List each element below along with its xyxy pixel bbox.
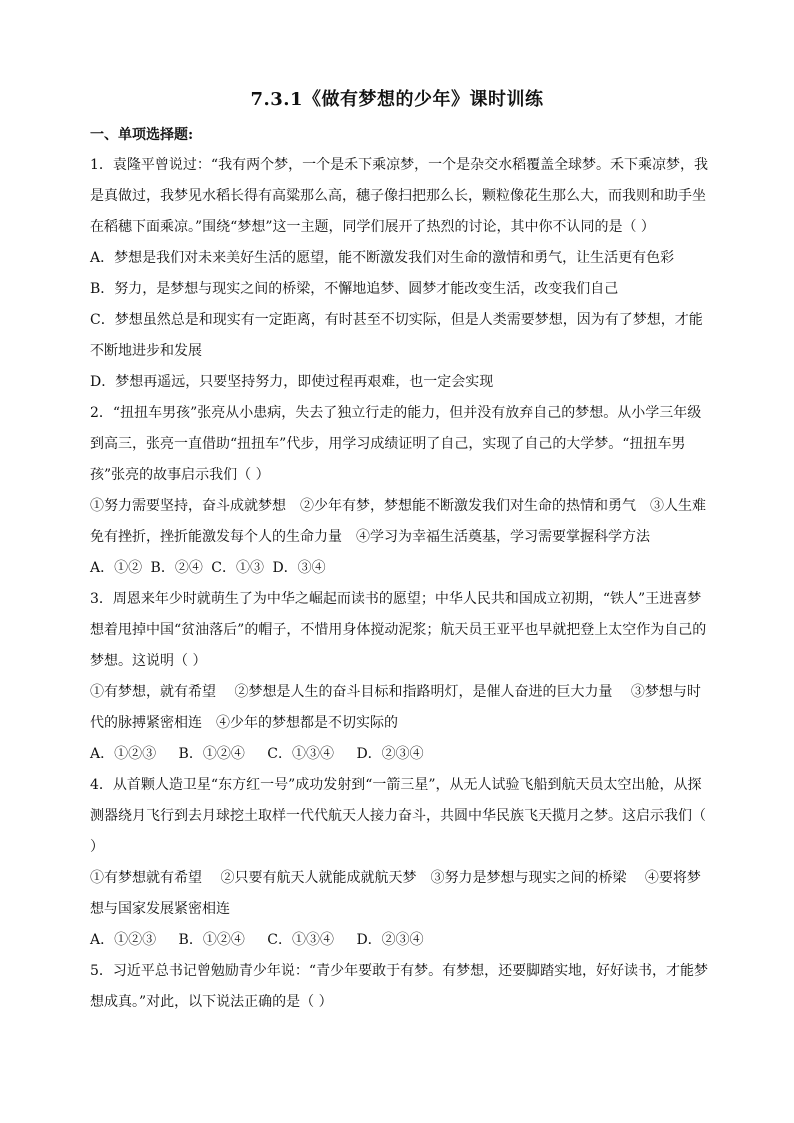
option-d: D．梦想再遥远，只要坚持努力，即使过程再艰难，也一定会实现 (90, 374, 494, 390)
question-stem: 3．周恩来年少时就萌生了为中华之崛起而读书的愿望；中华人民共和国成立初期，“铁人”王进喜梦想着甩掉中国“贫油落后”的帽子，不惜用身体搅动泥浆；航天员王亚平也早就把登上太空作为自己的梦想。这说明（ ） (90, 591, 707, 669)
option-b: B．努力，是梦想与现实之间的桥梁，不懈地追梦、圆梦才能改变生活，改变我们自己 (90, 281, 619, 297)
answer-options: A．①②③ B．①②④ C．①③④ D．②③④ (90, 932, 424, 948)
question-stem: 2．“扭扭车男孩”张亮从小患病，失去了独立行走的能力，但并没有放弃自己的梦想。从小学三年级到高三，张亮一直借助“扭扭车”代步，用学习成绩证明了自己，实现了自己的大学梦。“扭扭车男孩”张亮的故事启示我们（ ） (90, 405, 702, 483)
option-c: C．梦想虽然总是和现实有一定距离，有时甚至不切实际，但是人类需要梦想，因为有了梦想，才能不断地进步和发展 (90, 312, 703, 359)
question-choices: ①努力需要坚持，奋斗成就梦想 ②少年有梦，梦想能不断激发我们对生命的热情和勇气 ③人生难免有挫折，挫折能激发每个人的生命力量 ④学习为幸福生活奠基，学习需要掌握科学方法 (90, 498, 706, 545)
question-stem: 5．习近平总书记曾勉励青少年说：“青少年要敢于有梦。有梦想，还要脚踏实地，好好读书，才能梦想成真。”对此，以下说法正确的是（ ） (90, 963, 709, 1010)
document-title: 7.3.1《做有梦想的少年》课时训练 (250, 89, 544, 110)
section-heading: 一、单项选择题: (90, 127, 194, 143)
answer-options: A．①② B．②④ C．①③ D．③④ (90, 560, 326, 576)
question-stem: 1．袁隆平曾说过：“我有两个梦，一个是禾下乘凉梦，一个是杂交水稻覆盖全球梦。禾下乘凉梦，我是真做过，我梦见水稻长得有高粱那么高，穗子像扫把那么长，颗粒像花生那么大，而我则和助手坐在稻穗下面乘凉。”围绕“梦想”这一主题，同学们展开了热烈的讨论，其中你不认同的是（ ） (90, 157, 709, 235)
question-4 (90, 770, 710, 956)
question-5 (90, 956, 710, 1018)
option-a: A．梦想是我们对未来美好生活的愿望，能不断激发我们对生命的激情和勇气，让生活更有色彩 (90, 250, 675, 266)
question-1 (90, 150, 710, 398)
question-2 (90, 398, 710, 584)
question-stem: 4．从首颗人造卫星“东方红一号”成功发射到“一箭三星”，从无人试验飞船到航天员太空出舱，从探测器绕月飞行到去月球挖土取样一代代航天人接力奋斗，共圆中华民族飞天揽月之梦。这启示我们（ ） (90, 777, 706, 855)
question-choices: ①有梦想就有希望 ②只要有航天人就能成就航天梦 ③努力是梦想与现实之间的桥梁 ④要将梦想与国家发展紧密相连 (90, 870, 701, 917)
question-choices: ①有梦想，就有希望 ②梦想是人生的奋斗目标和指路明灯，是催人奋进的巨大力量 ③梦想与时代的脉搏紧密相连 ④少年的梦想都是不切实际的 (90, 684, 701, 731)
question-3 (90, 584, 710, 770)
question-list (90, 150, 710, 1018)
answer-options: A．①②③ B．①②④ C．①③④ D．②③④ (90, 746, 424, 762)
